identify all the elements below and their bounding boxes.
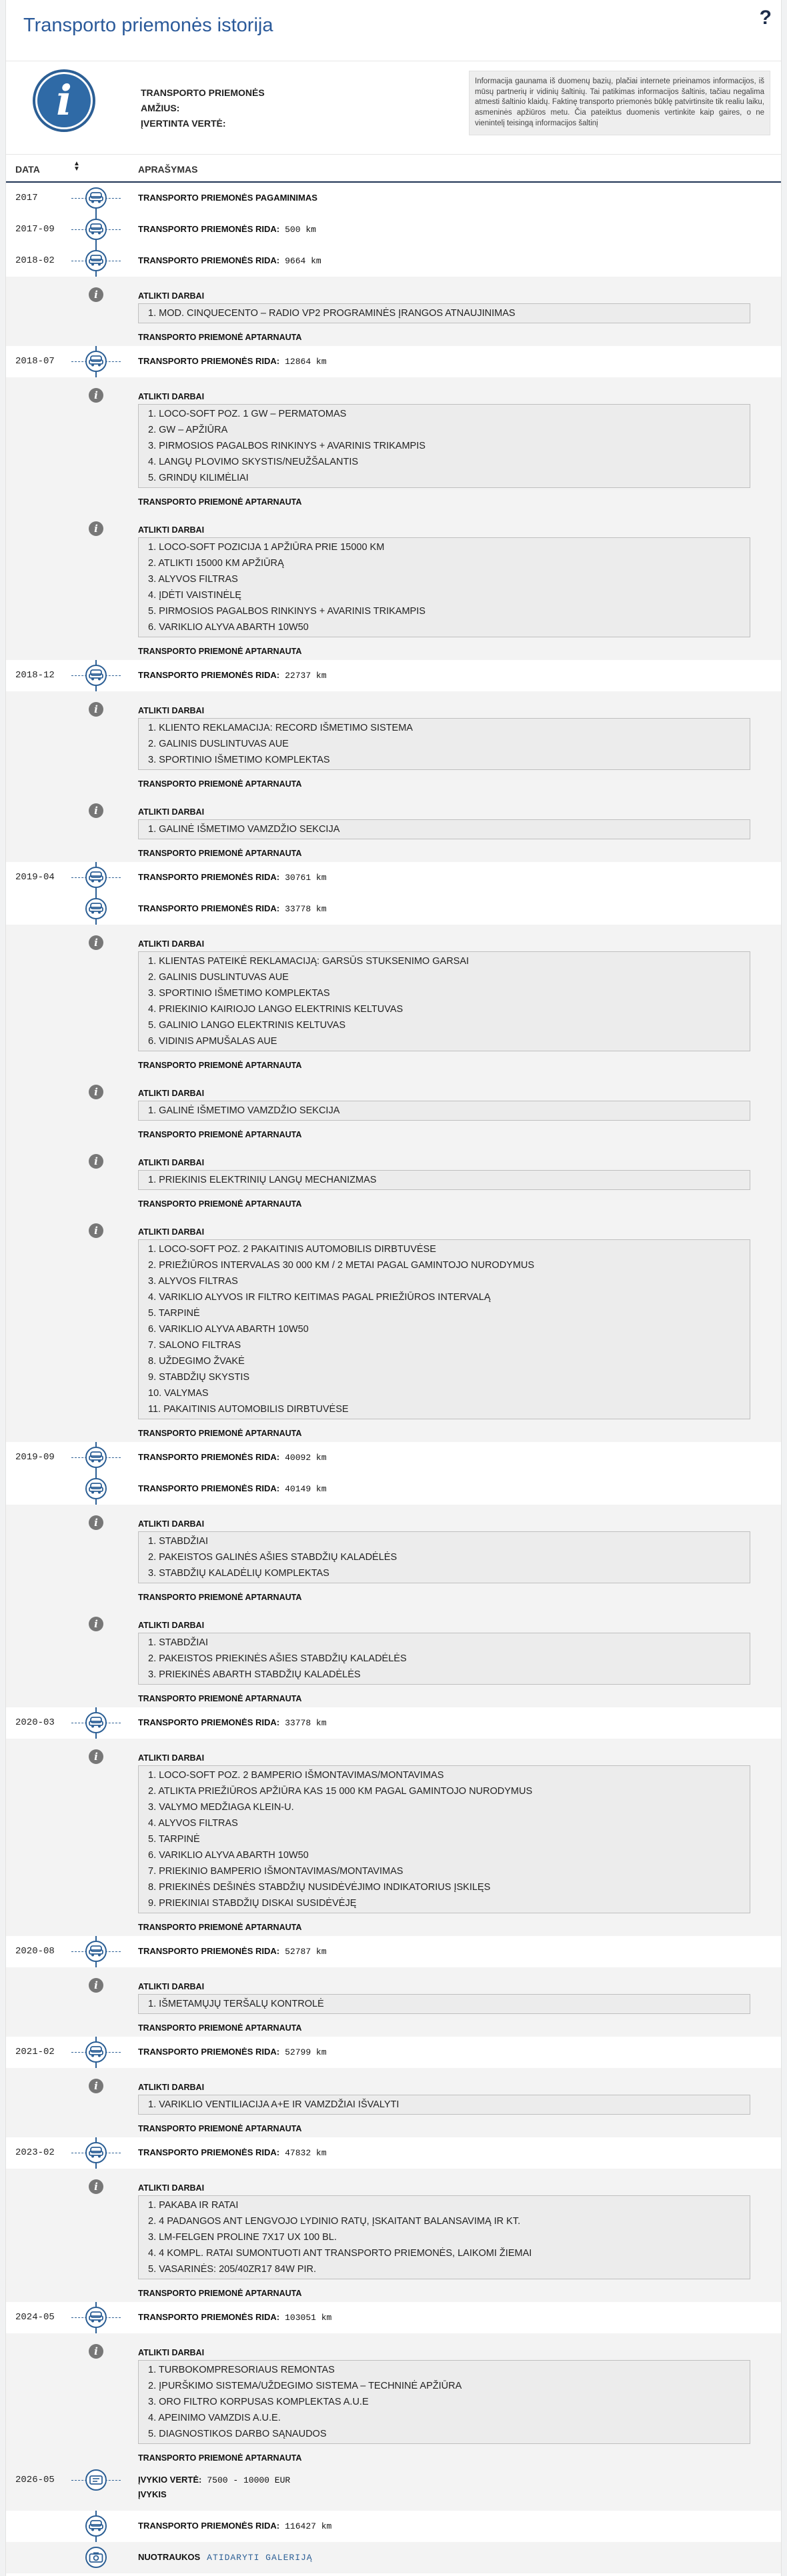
list-item: 2. PAKEISTOS PRIEKINĖS AŠIES STABDŽIŲ KALADĖLĖS (148, 1653, 407, 1664)
timeline-row (6, 2037, 781, 2068)
list-item: 6. VARIKLIO ALYVA ABARTH 10W50 (148, 622, 309, 633)
row-date: 2017 (15, 193, 38, 203)
mileage-value: 22737 km (285, 671, 327, 681)
service-entry (6, 1967, 781, 2037)
list-item: 1. PRIEKINIS ELEKTRINIŲ LANGŲ MECHANIZMAS (148, 1175, 377, 1185)
list-item: 7. PRIEKINIO BAMPERIO IŠMONTAVIMAS/MONTAVIMAS (148, 1866, 404, 1877)
timeline-row (6, 346, 781, 377)
mileage-value: 52787 km (285, 1947, 327, 1957)
mileage-value: 116427 km (285, 2521, 332, 2531)
works-list (138, 303, 750, 323)
works-title: ATLIKTI DARBAI (138, 1227, 205, 1237)
row-label (138, 1452, 327, 1463)
column-date[interactable]: DATA (15, 164, 40, 175)
tag-icon (85, 2469, 107, 2491)
list-item: 10. VALYMAS (148, 1388, 209, 1399)
list-item: 9. PRIEKINIAI STABDŽIŲ DISKAI SUSIDĖVĖJĘ (148, 1898, 357, 1909)
info-icon[interactable]: i (89, 1978, 103, 1993)
info-icon[interactable]: i (89, 2344, 103, 2359)
vehicle-fields (141, 85, 265, 131)
info-icon[interactable]: i (89, 521, 103, 536)
mileage-label: TRANSPORTO PRIEMONĖS RIDA: (138, 903, 280, 913)
page-title: Transporto priemonės istorija (23, 15, 273, 36)
list-item: 1. GALINĖ IŠMETIMO VAMZDŽIO SEKCIJA (148, 1105, 340, 1116)
service-entry (6, 691, 781, 793)
serviced-label: TRANSPORTO PRIEMONĖ APTARNAUTA (138, 1130, 302, 1139)
serviced-label: TRANSPORTO PRIEMONĖ APTARNAUTA (138, 2289, 302, 2298)
list-item: 1. MOD. CINQUECENTO – RADIO VP2 PROGRAMINĖS ĮRANGOS ATNAUJINIMAS (148, 308, 516, 319)
list-item: 5. PIRMOSIOS PAGALBOS RINKINYS + AVARINIS TRIKAMPIS (148, 606, 426, 617)
list-item: 2. ATLIKTA PRIEŽIŪROS APŽIŪRA KAS 15 000 KM PAGAL GAMINTOJO NURODYMUS (148, 1786, 533, 1797)
list-item: 11. PAKAITINIS AUTOMOBILIS DIRBTUVĖSE (148, 1404, 349, 1415)
mileage-value: 40149 km (285, 1484, 327, 1494)
list-item: 1. LOCO-SOFT POZICIJA 1 APŽIŪRA PRIE 15000 KM (148, 542, 385, 553)
list-item: 1. LOCO-SOFT POZ. 2 BAMPERIO IŠMONTAVIMAS/MONTAVIMAS (148, 1770, 444, 1781)
mileage-value: 40092 km (285, 1453, 327, 1463)
mileage-value: 33778 km (285, 904, 327, 914)
info-icon[interactable]: i (89, 1617, 103, 1631)
works-title: ATLIKTI DARBAI (138, 291, 205, 301)
info-icon[interactable]: i (89, 1154, 103, 1169)
mileage-label: TRANSPORTO PRIEMONĖS RIDA: (138, 224, 280, 234)
timeline (6, 183, 781, 2573)
service-entry (6, 1739, 781, 1936)
row-label (138, 2552, 313, 2563)
info-icon[interactable]: i (89, 1515, 103, 1530)
timeline-row (6, 1707, 781, 1739)
list-item: 9. STABDŽIŲ SKYSTIS (148, 1372, 250, 1383)
mileage-value: 9664 km (285, 256, 321, 266)
serviced-label: TRANSPORTO PRIEMONĖ APTARNAUTA (138, 497, 302, 507)
list-item: 4. 4 KOMPL. RATAI SUMONTUOTI ANT TRANSPORTO PRIEMONĖS, LAIKOMI ŽIEMAI (148, 2248, 532, 2259)
list-item: 3. STABDŽIŲ KALADĖLIŲ KOMPLEKTAS (148, 1568, 329, 1579)
timeline-row (6, 2467, 781, 2511)
mileage-label: TRANSPORTO PRIEMONĖS RIDA: (138, 2047, 280, 2057)
table-header (6, 155, 781, 183)
vehicle-info (6, 61, 781, 155)
list-item: 1. TURBOKOMPRESORIAUS REMONTAS (148, 2365, 335, 2375)
service-entry (6, 793, 781, 862)
field-age: AMŽIUS: (141, 103, 180, 113)
event-type: ĮVYKIS (138, 2489, 167, 2499)
row-date: 2020-03 (15, 1717, 55, 1728)
list-item: 2. PRIEŽIŪROS INTERVALAS 30 000 KM / 2 METAI PAGAL GAMINTOJO NURODYMUS (148, 1260, 535, 1271)
car-icon (85, 867, 107, 888)
list-item: 1. KLIENTAS PATEIKĖ REKLAMACIJĄ: GARSŪS STUKSENIMO GARSAI (148, 956, 470, 967)
mileage-value: 103051 km (285, 2313, 332, 2323)
car-icon (85, 2307, 107, 2328)
timeline-row (6, 245, 781, 277)
list-item: 8. UŽDEGIMO ŽVAKĖ (148, 1356, 245, 1367)
works-list (138, 1170, 750, 1190)
car-icon (85, 2515, 107, 2537)
mileage-label: TRANSPORTO PRIEMONĖS RIDA: (138, 2521, 280, 2531)
mileage-label: TRANSPORTO PRIEMONĖS RIDA: (138, 356, 280, 366)
timeline-row (6, 660, 781, 691)
info-icon[interactable]: i (89, 1085, 103, 1099)
serviced-label: TRANSPORTO PRIEMONĖ APTARNAUTA (138, 849, 302, 858)
camera-icon (85, 2547, 107, 2568)
serviced-label: TRANSPORTO PRIEMONĖ APTARNAUTA (138, 1061, 302, 1070)
row-date: 2021-02 (15, 2047, 55, 2057)
list-item: 3. ALYVOS FILTRAS (148, 1276, 238, 1287)
mileage-value: 500 km (285, 225, 316, 235)
list-item: 5. GRINDŲ KILIMĖLIAI (148, 473, 249, 483)
list-item: 4. ALYVOS FILTRAS (148, 1818, 238, 1829)
info-icon[interactable]: i (89, 702, 103, 717)
list-item: 2. ATLIKTI 15000 KM APŽIŪRĄ (148, 558, 284, 569)
car-icon (85, 1478, 107, 1499)
info-logo-icon: i (33, 69, 95, 132)
row-label (138, 1483, 327, 1494)
service-entry (6, 2169, 781, 2302)
service-entry (6, 277, 781, 346)
serviced-label: TRANSPORTO PRIEMONĖ APTARNAUTA (138, 779, 302, 789)
row-label (138, 356, 327, 367)
list-item: 3. LM-FELGEN PROLINE 7X17 UX 100 BL. (148, 2232, 337, 2243)
list-item: 6. VIDINIS APMUŠALAS AUE (148, 1036, 277, 1047)
serviced-label: TRANSPORTO PRIEMONĖ APTARNAUTA (138, 333, 302, 342)
list-item: 5. TARPINĖ (148, 1834, 200, 1845)
photos-label: NUOTRAUKOS (138, 2552, 201, 2562)
works-title: ATLIKTI DARBAI (138, 1753, 205, 1763)
serviced-label: TRANSPORTO PRIEMONĖ APTARNAUTA (138, 2023, 302, 2033)
mileage-label: TRANSPORTO PRIEMONĖS RIDA: (138, 1946, 280, 1956)
car-icon (85, 1447, 107, 1468)
car-icon (85, 187, 107, 209)
list-item: 3. SPORTINIO IŠMETIMO KOMPLEKTAS (148, 755, 330, 765)
works-title: ATLIKTI DARBAI (138, 1519, 205, 1529)
row-date: 2020-08 (15, 1946, 55, 1957)
service-entry (6, 1606, 781, 1707)
row-label (138, 670, 327, 681)
list-item: 3. SPORTINIO IŠMETIMO KOMPLEKTAS (148, 988, 330, 999)
works-list (138, 718, 750, 770)
row-date: 2026-05 (15, 2475, 55, 2485)
list-item: 5. VASARINĖS: 205/40ZR17 84W PIR. (148, 2264, 316, 2275)
works-title: ATLIKTI DARBAI (138, 807, 205, 817)
car-icon (85, 1941, 107, 1962)
service-entry (6, 2068, 781, 2137)
timeline-row (6, 2511, 781, 2542)
row-date: 2017-09 (15, 224, 55, 235)
works-list (138, 2360, 750, 2444)
row-date: 2019-04 (15, 872, 55, 883)
serviced-label: TRANSPORTO PRIEMONĖ APTARNAUTA (138, 1429, 302, 1438)
serviced-label: TRANSPORTO PRIEMONĖ APTARNAUTA (138, 2453, 302, 2463)
service-entry (6, 925, 781, 1074)
works-title: ATLIKTI DARBAI (138, 2183, 205, 2193)
timeline-row (6, 1442, 781, 1473)
info-icon[interactable]: i (89, 1223, 103, 1238)
info-icon[interactable]: i (89, 803, 103, 818)
service-entry (6, 511, 781, 660)
report-card (5, 0, 782, 2576)
list-item: 1. LOCO-SOFT POZ. 1 GW – PERMATOMAS (148, 409, 347, 419)
list-item: 1. VARIKLIO VENTILIACIJA A+E IR VAMZDŽIAI IŠVALYTI (148, 2099, 400, 2110)
list-item: 1. GALINĖ IŠMETIMO VAMZDŽIO SEKCIJA (148, 824, 340, 835)
row-label: TRANSPORTO PRIEMONĖS PAGAMINIMAS (138, 193, 317, 203)
serviced-label: TRANSPORTO PRIEMONĖ APTARNAUTA (138, 1199, 302, 1209)
row-label (138, 1717, 327, 1728)
list-item: 4. LANGŲ PLOVIMO SKYSTIS/NEUŽŠALANTIS (148, 457, 359, 467)
field-value: ĮVERTINTA VERTĖ: (141, 118, 226, 129)
list-item: 1. KLIENTO REKLAMACIJA: RECORD IŠMETIMO SISTEMA (148, 723, 413, 733)
list-item: 1. STABDŽIAI (148, 1637, 208, 1648)
list-item: 1. LOCO-SOFT POZ. 2 PAKAITINIS AUTOMOBILIS DIRBTUVĖSE (148, 1244, 436, 1255)
mileage-label: TRANSPORTO PRIEMONĖS RIDA: (138, 1717, 280, 1727)
mileage-value: 33778 km (285, 1718, 327, 1728)
works-list (138, 1101, 750, 1121)
info-icon[interactable]: i (89, 2179, 103, 2194)
mileage-value: 47832 km (285, 2148, 327, 2158)
works-list (138, 1765, 750, 1913)
service-entry (6, 1074, 781, 1143)
serviced-label: TRANSPORTO PRIEMONĖ APTARNAUTA (138, 1694, 302, 1703)
serviced-label: TRANSPORTO PRIEMONĖ APTARNAUTA (138, 1593, 302, 1602)
service-entry (6, 1213, 781, 1442)
mileage-label: TRANSPORTO PRIEMONĖS RIDA: (138, 1483, 280, 1493)
row-label (138, 1946, 327, 1957)
list-item: 7. SALONO FILTRAS (148, 1340, 241, 1351)
list-item: 3. PRIEKINĖS ABARTH STABDŽIŲ KALADĖLĖS (148, 1669, 361, 1680)
row-label (138, 2521, 331, 2531)
list-item: 4. APEINIMO VAMZDIS A.U.E. (148, 2413, 281, 2423)
list-item: 8. PRIEKINĖS DEŠINĖS STABDŽIŲ NUSIDĖVĖJIMO INDIKATORIUS ĮSKILĘS (148, 1882, 491, 1893)
works-title: ATLIKTI DARBAI (138, 1621, 205, 1630)
mileage-label: TRANSPORTO PRIEMONĖS RIDA: (138, 670, 280, 680)
row-date: 2019-09 (15, 1452, 55, 1463)
car-icon (85, 665, 107, 686)
timeline-row (6, 2302, 781, 2333)
serviced-label: TRANSPORTO PRIEMONĖ APTARNAUTA (138, 1923, 302, 1932)
works-list (138, 1633, 750, 1685)
mileage-label: TRANSPORTO PRIEMONĖS RIDA: (138, 1452, 280, 1462)
timeline-row (6, 862, 781, 893)
mileage-label: TRANSPORTO PRIEMONĖS RIDA: (138, 2312, 280, 2322)
list-item: 3. ORO FILTRO KORPUSAS KOMPLEKTAS A.U.E (148, 2397, 369, 2407)
car-icon (85, 898, 107, 919)
list-item: 2. GALINIS DUSLINTUVAS AUE (148, 739, 289, 749)
info-icon[interactable]: i (89, 287, 103, 302)
mileage-value: 52799 km (285, 2047, 327, 2057)
open-gallery-link[interactable]: ATIDARYTI GALERIJĄ (207, 2553, 313, 2563)
works-list (138, 404, 750, 488)
mileage-value: 30761 km (285, 873, 327, 883)
list-item: 3. ALYVOS FILTRAS (148, 574, 238, 585)
row-label (138, 903, 327, 914)
row-date: 2018-02 (15, 255, 55, 266)
works-title: ATLIKTI DARBAI (138, 392, 205, 401)
car-icon (85, 219, 107, 240)
row-date: 2018-12 (15, 670, 55, 681)
info-icon[interactable]: i (89, 388, 103, 403)
works-title: ATLIKTI DARBAI (138, 1982, 205, 1991)
works-list (138, 2195, 750, 2279)
works-title: ATLIKTI DARBAI (138, 706, 205, 715)
works-list (138, 1239, 750, 1419)
list-item: 2. ĮPURŠKIMO SISTEMA/UŽDEGIMO SISTEMA – TECHNINĖ APŽIŪRA (148, 2381, 462, 2391)
works-list (138, 1994, 750, 2014)
service-entry (6, 2333, 781, 2467)
event-value: 7500 - 10000 EUR (207, 2475, 291, 2485)
row-label (138, 2047, 327, 2057)
event-value-label: ĮVYKIO VERTĖ: (138, 2475, 202, 2485)
list-item: 6. VARIKLIO ALYVA ABARTH 10W50 (148, 1850, 309, 1861)
list-item: 6. VARIKLIO ALYVA ABARTH 10W50 (148, 1324, 309, 1335)
info-icon[interactable]: i (89, 2079, 103, 2093)
row-label (138, 2147, 327, 2158)
works-list (138, 819, 750, 839)
row-label (138, 255, 321, 266)
list-item: 3. VALYMO MEDŽIAGA KLEIN-U. (148, 1802, 294, 1813)
help-icon[interactable]: ? (759, 7, 772, 29)
works-list (138, 951, 750, 1051)
info-icon[interactable]: i (89, 1749, 103, 1764)
serviced-label: TRANSPORTO PRIEMONĖ APTARNAUTA (138, 647, 302, 656)
car-icon (85, 1712, 107, 1733)
row-label (138, 224, 316, 235)
header (6, 0, 781, 61)
mileage-label: TRANSPORTO PRIEMONĖS RIDA: (138, 2147, 280, 2157)
row-date: 2024-05 (15, 2312, 55, 2323)
list-item: 5. DIAGNOSTIKOS DARBO SĄNAUDOS (148, 2429, 327, 2439)
list-item: 2. GALINIS DUSLINTUVAS AUE (148, 972, 289, 983)
service-entry (6, 377, 781, 511)
list-item: 5. TARPINĖ (148, 1308, 200, 1319)
row-label (138, 2312, 331, 2323)
timeline-row (6, 2137, 781, 2169)
works-title: ATLIKTI DARBAI (138, 1089, 205, 1098)
timeline-row (6, 893, 781, 925)
mileage-label: TRANSPORTO PRIEMONĖS RIDA: (138, 872, 280, 882)
works-list (138, 537, 750, 637)
timeline-row (6, 1473, 781, 1505)
car-icon (85, 2142, 107, 2163)
works-title: ATLIKTI DARBAI (138, 1158, 205, 1167)
column-description: APRAŠYMAS (138, 164, 198, 175)
list-item: 2. PAKEISTOS GALINĖS AŠIES STABDŽIŲ KALADĖLĖS (148, 1552, 398, 1563)
list-item: 5. GALINIO LANGO ELEKTRINIS KELTUVAS (148, 1020, 345, 1031)
row-label (138, 2475, 290, 2485)
service-entry (6, 1505, 781, 1606)
list-item: 1. PAKABA IR RATAI (148, 2200, 239, 2211)
serviced-label: TRANSPORTO PRIEMONĖ APTARNAUTA (138, 2124, 302, 2133)
list-item: 4. ĮDĖTI VAISTINĖLĘ (148, 590, 241, 601)
list-item: 1. IŠMETAMŲJŲ TERŠALŲ KONTROLĖ (148, 1999, 324, 2009)
list-item: 4. PRIEKINIO KAIRIOJO LANGO ELEKTRINIS KELTUVAS (148, 1004, 404, 1015)
works-title: ATLIKTI DARBAI (138, 939, 205, 949)
list-item: 3. PIRMOSIOS PAGALBOS RINKINYS + AVARINIS TRIKAMPIS (148, 441, 426, 451)
service-entry (6, 1143, 781, 1213)
list-item: 2. GW – APŽIŪRA (148, 425, 228, 435)
timeline-row (6, 2542, 781, 2573)
car-icon (85, 351, 107, 372)
row-date: 2018-07 (15, 356, 55, 367)
works-list (138, 1531, 750, 1583)
works-list (138, 2095, 750, 2115)
mileage-label: TRANSPORTO PRIEMONĖS RIDA: (138, 255, 280, 265)
row-label (138, 872, 327, 883)
timeline-row (6, 1936, 781, 1967)
works-title: ATLIKTI DARBAI (138, 2083, 205, 2092)
info-icon[interactable]: i (89, 935, 103, 950)
timeline-row (6, 183, 781, 214)
car-icon (85, 250, 107, 271)
list-item: 2. 4 PADANGOS ANT LENGVOJO LYDINIO RATŲ, ĮSKAITANT BALANSAVIMĄ IR KT. (148, 2216, 521, 2227)
list-item: 4. VARIKLIO ALYVOS IR FILTRO KEITIMAS PAGAL PRIEŽIŪROS INTERVALĄ (148, 1292, 491, 1303)
sort-icon[interactable]: ▲ ▼ (73, 160, 80, 173)
works-title: ATLIKTI DARBAI (138, 525, 205, 535)
field-vehicle: TRANSPORTO PRIEMONĖS (141, 87, 265, 98)
disclaimer: Informacija gaunama iš duomenų bazių, plačiai internete prieinamos informacijos, iš mūsų partnerių ir vidinių šaltinių. Tai patikimas informacijos šaltinis, tačiau negalima atmesti šaltinio klaidų. Faktinę transporto priemonės būklę patvirtinsite tik realiu laiku, asmeninės apžiūros metu. Čia pateiktus duomenis vertinkite kaip gaires, o ne vienintelį teisingą informacijos šaltinį (469, 71, 770, 135)
car-icon (85, 2041, 107, 2063)
row-date: 2023-02 (15, 2147, 55, 2158)
timeline-row (6, 214, 781, 245)
list-item: 1. STABDŽIAI (148, 1536, 208, 1547)
works-title: ATLIKTI DARBAI (138, 2348, 205, 2357)
mileage-value: 12864 km (285, 357, 327, 367)
